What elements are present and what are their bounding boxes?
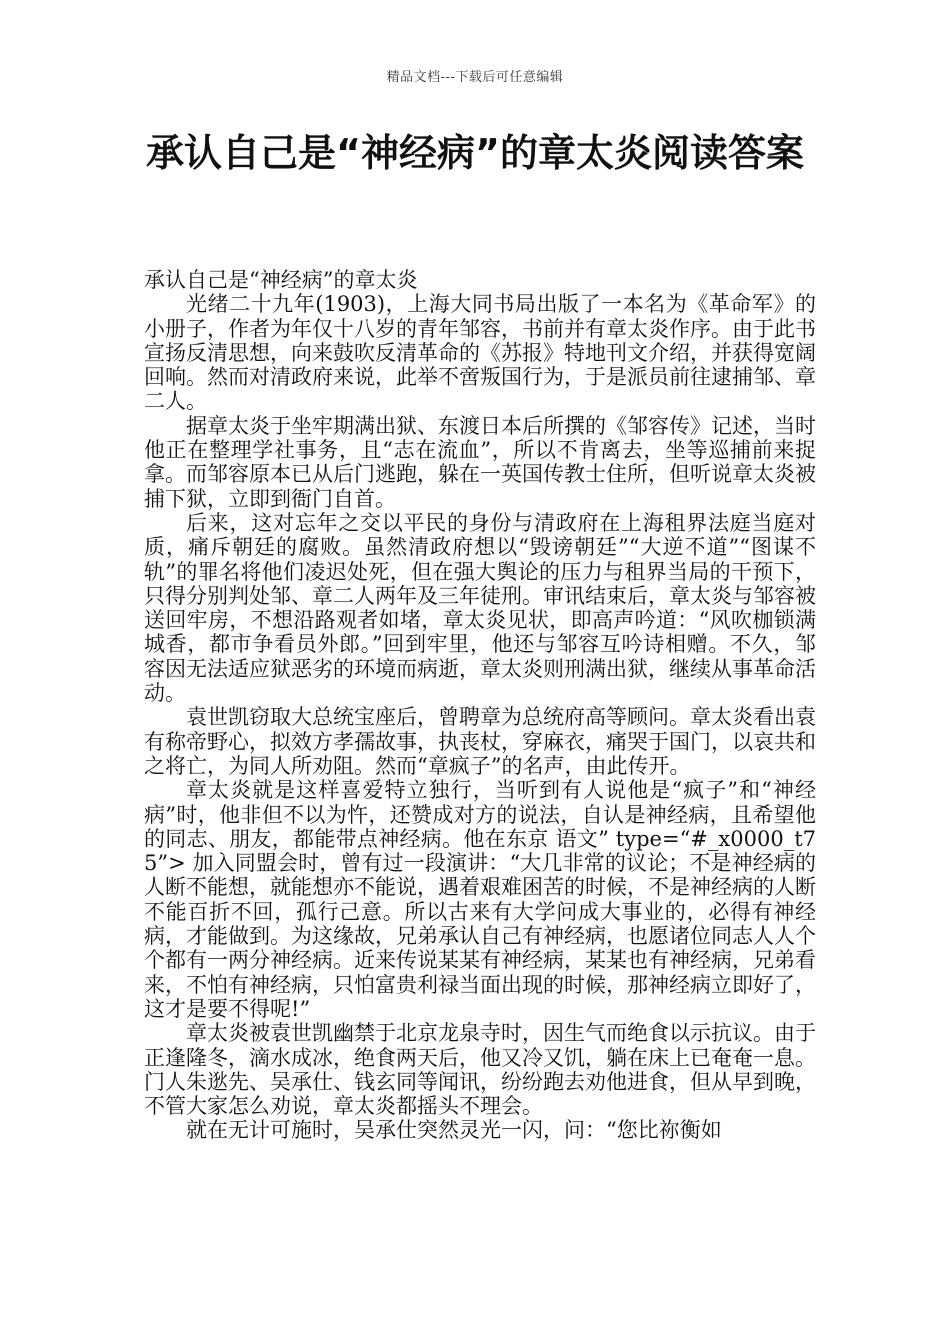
paragraph: 据章太炎于坐牢期满出狱、东渡日本后所撰的《邹容传》记述，当时他正在整理学社事务，且“志在流血”，所以不肯离去，坐等巡捕前来捉拿。而邹容原本已从后门逃跑，躲在一英国传教士住所，但听说章太炎被捕下狱，立即到衙门自首。 xyxy=(144,413,816,511)
paragraph: 光绪二十九年(1903)，上海大同书局出版了一本名为《革命军》的小册子，作者为年仅十八岁的青年邹容，书前并有章太炎作序。由于此书宣扬反清思想，向来鼓吹反清革命的《苏报》特地刊文介绍，并获得宽阔回响。然而对清政府来说，此举不啻叛国行为，于是派员前往逮捕邹、章二人。 xyxy=(144,292,816,414)
document-title: 承认自己是“神经病”的章太炎阅读答案 xyxy=(146,131,804,175)
paragraph: 袁世凯窃取大总统宝座后，曾聘章为总统府高等顾问。章太炎看出袁有称帝野心，拟效方孝孺故事，执丧杖，穿麻衣，痛哭于国门，以哀共和之将亡，为同人所劝阻。然而“章疯子”的名声，由此传开。 xyxy=(144,705,816,778)
paragraph: 就在无计可施时，吴承仕突然灵光一闪，问：“您比祢衡如 xyxy=(186,1118,722,1143)
page-header: 精品文档---下载后可任意编辑 xyxy=(386,70,564,85)
document-body xyxy=(144,268,816,1143)
paragraph: 章太炎被袁世凯幽禁于北京龙泉寺时，因生气而绝食以示抗议。由于正逢隆冬，滴水成冰，绝食两天后，他又冷又饥，躺在床上已奄奄一息。门人朱逖先、吴承仕、钱玄同等闻讯，纷纷跑去劝他进食，但从早到晚，不管大家怎么劝说，章太炎都摇头不理会。 xyxy=(144,1021,816,1119)
article-subheading: 承认自己是“神经病”的章太炎 xyxy=(144,268,418,292)
paragraph: 章太炎就是这样喜爱特立独行，当听到有人说他是“疯子”和“神经病”时，他非但不以为忤，还赞成对方的说法，自认是神经病，且希望他的同志、朋友，都能带点神经病。他在东京 语文” type=“#_x0000_t75”> 加入同盟会时，曾有过一段演讲：“大几非常的议论；不是神经病的人断不能想，就能想亦不能说，遇着艰难困苦的时候，不是神经病的人断不能百折不回，孤行己意。所以古来有大学问成大事业的，必得有神经病，才能做到。为这缘故，兄弟承认自己有神经病，也愿诸位同志人人个个都有一两分神经病。近来传说某某有神经病，某某也有神经病，兄弟看来，不怕有神经病，只怕富贵利禄当面出现的时候，那神经病立即好了，这才是要不得呢!” xyxy=(144,778,816,1021)
paragraph: 后来，这对忘年之交以平民的身份与清政府在上海租界法庭当庭对质，痛斥朝廷的腐败。虽然清政府想以“毁谤朝廷”“大逆不道”“图谋不轨”的罪名将他们凌迟处死，但在强大舆论的压力与租界当局的干预下，只得分别判处邹、章二人两年及三年徒刑。审讯结束后，章太炎与邹容被送回牢房，不想沿路观者如堵，章太炎见状，即高声吟道：“风吹枷锁满城香，都市争看员外郎。”回到牢里，他还与邹容互吟诗相赠。不久，邹容因无法适应狱恶劣的环境而病逝，章太炎则刑满出狱，继续从事革命活动。 xyxy=(144,510,816,706)
